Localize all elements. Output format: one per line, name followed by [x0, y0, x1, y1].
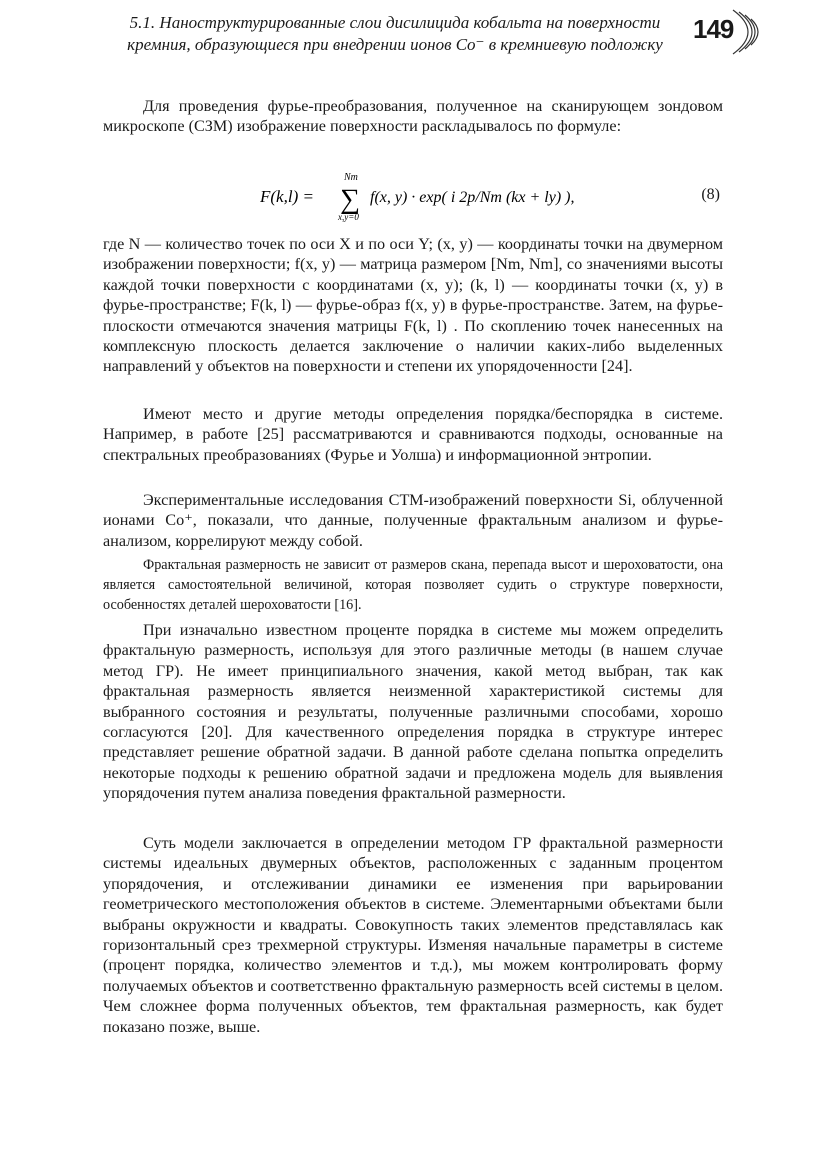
- running-head-line2: кремния, образующиеся при внедрении ионов Co⁻ в кремниевую подложку: [127, 35, 663, 54]
- paragraph-text: где N — количество точек по оси X и по оси Y; (x, y) — координаты точки на двумерном изображении поверхности; f(x, y) — матрица размером [Nm, Nm], со значениями высоты каждой точки поверхности с координатами (x, y); (k, l) — координаты точки (x, y) в фурье-пространстве; F(k, l) — фурье-образ f(x, y) в фурье-пространстве. Затем, на фурье-плоскости отмечаются значения матрицы F(k, l) . По скоплению точек нанесенных на комплексную плоскость делается заключение о наличии каких-либо выделенных направлений у объектов на поверхности и степени их упорядоченности [24].: [103, 235, 723, 376]
- running-head-line1: 5.1. Наноструктурированные слои дисилицида кобальта на поверхности: [129, 13, 661, 32]
- paragraph-model: [103, 833, 723, 1037]
- paragraph-text: Экспериментальные исследования СТМ-изображений поверхности Si, облученной ионами Co⁺, показали, что данные, полученные фрактальным анализом и фурье-анализом, коррелируют между собой.: [103, 491, 723, 550]
- paragraph-other-methods: [103, 404, 723, 465]
- running-head: [110, 12, 680, 56]
- paragraph-intro: [103, 96, 723, 137]
- paragraph-fractal-dimension: [103, 555, 723, 615]
- paragraph-definitions: [103, 234, 723, 377]
- page-corner-ornament-icon: [725, 6, 765, 58]
- paragraph-text: Суть модели заключается в определении методом ГР фрактальной размерности системы идеальных двумерных объектов, расположенных с заданным процентом упорядочения, и отслеживании динамики ее изменения при варьировании геометрического местоположения объектов в системе. Элементарными объектами были выбраны окружности и квадраты. Совокупность таких элементов представлялась как горизонтальный срез трехмерной структуры. Изменяя начальные параметры в системе (процент порядка, количество элементов и т.д.), мы можем контролировать форму получаемых объектов и соответственно фрактальную размерность всей системы в целом. Чем сложнее форма полученных объектов, тем фрактальная размерность, как будет показано позже, выше.: [103, 834, 723, 1036]
- page-number: 149: [693, 14, 734, 44]
- paragraph-experiments: [103, 490, 723, 551]
- formula-sum-bottom: x,y=0: [338, 212, 359, 222]
- formula-sum-top: Nm: [344, 172, 358, 183]
- paragraph-text: При изначально известном проценте порядка в системе мы можем определить фрактальную размерность, используя для этого различные методы (в нашем случае метод ГР). Не имеет принципиального значения, какой метод выбран, так как фрактальная размерность является неизменной характеристикой системы для выбранного состояния и результаты, полученные различными способами, хорошо согласуются [20]. Для качественного определения порядка в структуре интерес представляет решение обратной задачи. В данной работе сделана попытка определить некоторые подходы к решению обратной задачи и предложена модель для выявления упорядочения путем анализа поведения фрактальной размерности.: [103, 621, 723, 803]
- paragraph-text: Имеют место и другие методы определения порядка/беспорядка в системе. Например, в работе [25] рассматриваются и сравниваются подходы, основанные на спектральных преобразованиях (Фурье и Уолша) и информационной энтропии.: [103, 405, 723, 464]
- formula-graphic: [260, 168, 660, 226]
- equation-number: (8): [701, 186, 720, 203]
- formula-8: [260, 168, 730, 226]
- sigma-icon: ∑: [340, 184, 360, 215]
- formula-lhs: F(k,l) =: [260, 187, 314, 206]
- paragraph-text: Фрактальная размерность не зависит от размеров скана, перепада высот и шероховатости, она является самостоятельной величиной, которая позволяет судить о структуре поверхности, особенностях деталей шероховатости [16].: [103, 557, 723, 613]
- formula-rhs: f(x, y) · exp( i 2p/Nm (kx + ly) ),: [370, 189, 575, 206]
- paragraph-inverse-problem: [103, 620, 723, 804]
- paragraph-text: Для проведения фурье-преобразования, полученное на сканирующем зондовом микроскопе (СЗМ) изображение поверхности раскладывалось по формуле:: [103, 97, 723, 136]
